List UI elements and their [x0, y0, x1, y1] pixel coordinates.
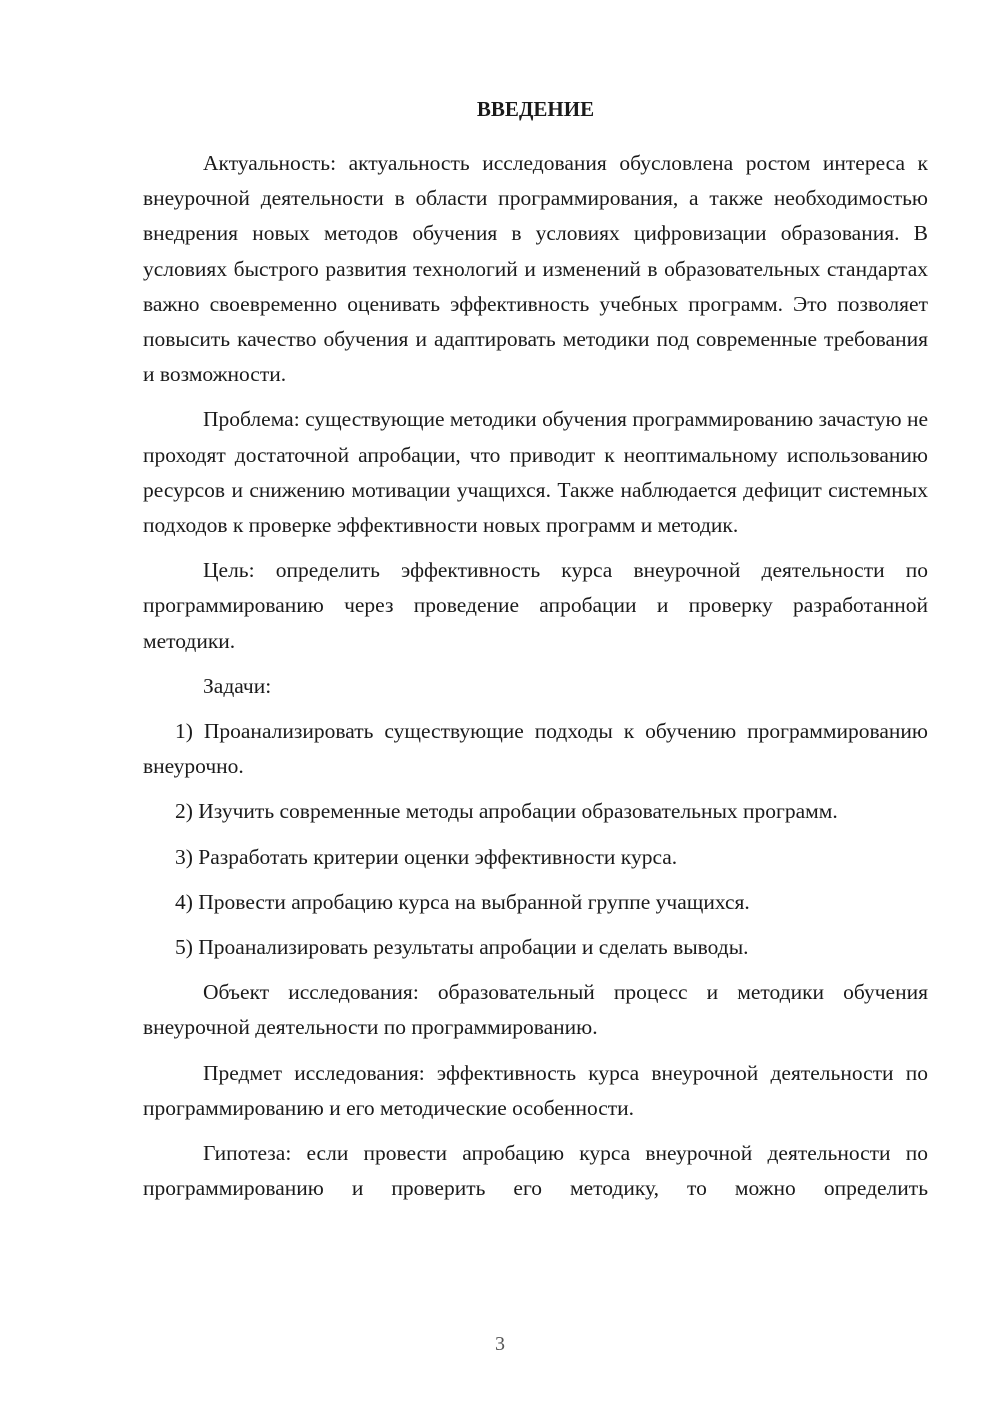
task-item-3: 3) Разработать критерии оценки эффективности курса.	[175, 844, 678, 869]
paragraph-subject: Предмет исследования: эффективность курса внеурочной деятельности по программированию и его методические особенности.	[143, 1060, 928, 1120]
task-item-2: 2) Изучить современные методы апробации образовательных программ.	[175, 799, 838, 824]
paragraph-relevance: Актуальность: актуальность исследования обусловлена ростом интереса к внеурочной деятельности в области программирования, а также необходимостью внедрения новых методов обучения в условиях цифровизации образования. В условиях быстрого развития технологий и изменений в образовательных стандартах важно своевременно оценивать эффективность учебных программ. Это позволяет повысить качество обучения и адаптировать методики под современные требования и возможности.	[143, 151, 928, 387]
page-number: 3	[495, 1333, 505, 1355]
paragraph-problem: Проблема: существующие методики обучения программированию зачастую не проходят достаточной апробации, что приводит к неоптимальному использованию ресурсов и снижению мотивации учащихся. Также наблюдается дефицит системных подходов к проверке эффективности новых программ и методик.	[143, 407, 928, 538]
tasks-heading: Задачи:	[203, 673, 272, 698]
section-title: ВВЕДЕНИЕ	[476, 97, 595, 121]
document-page	[143, 92, 928, 1216]
paragraph-object: Объект исследования: образовательный процесс и методики обучения внеурочной деятельности по программированию.	[143, 980, 928, 1040]
task-item-1: 1) Проанализировать существующие подходы к обучению программированию внеурочно.	[143, 719, 928, 779]
paragraph-goal: Цель: определить эффективность курса внеурочной деятельности по программированию через проведение апробации и проверку разработанной методики.	[143, 558, 928, 653]
task-item-5: 5) Проанализировать результаты апробации и сделать выводы.	[175, 935, 749, 960]
paragraph-hypothesis: Гипотеза: если провести апробацию курса внеурочной деятельности по программированию и проверить его методику, то можно определить	[143, 1141, 928, 1201]
task-item-4: 4) Провести апробацию курса на выбранной группе учащихся.	[175, 889, 750, 914]
